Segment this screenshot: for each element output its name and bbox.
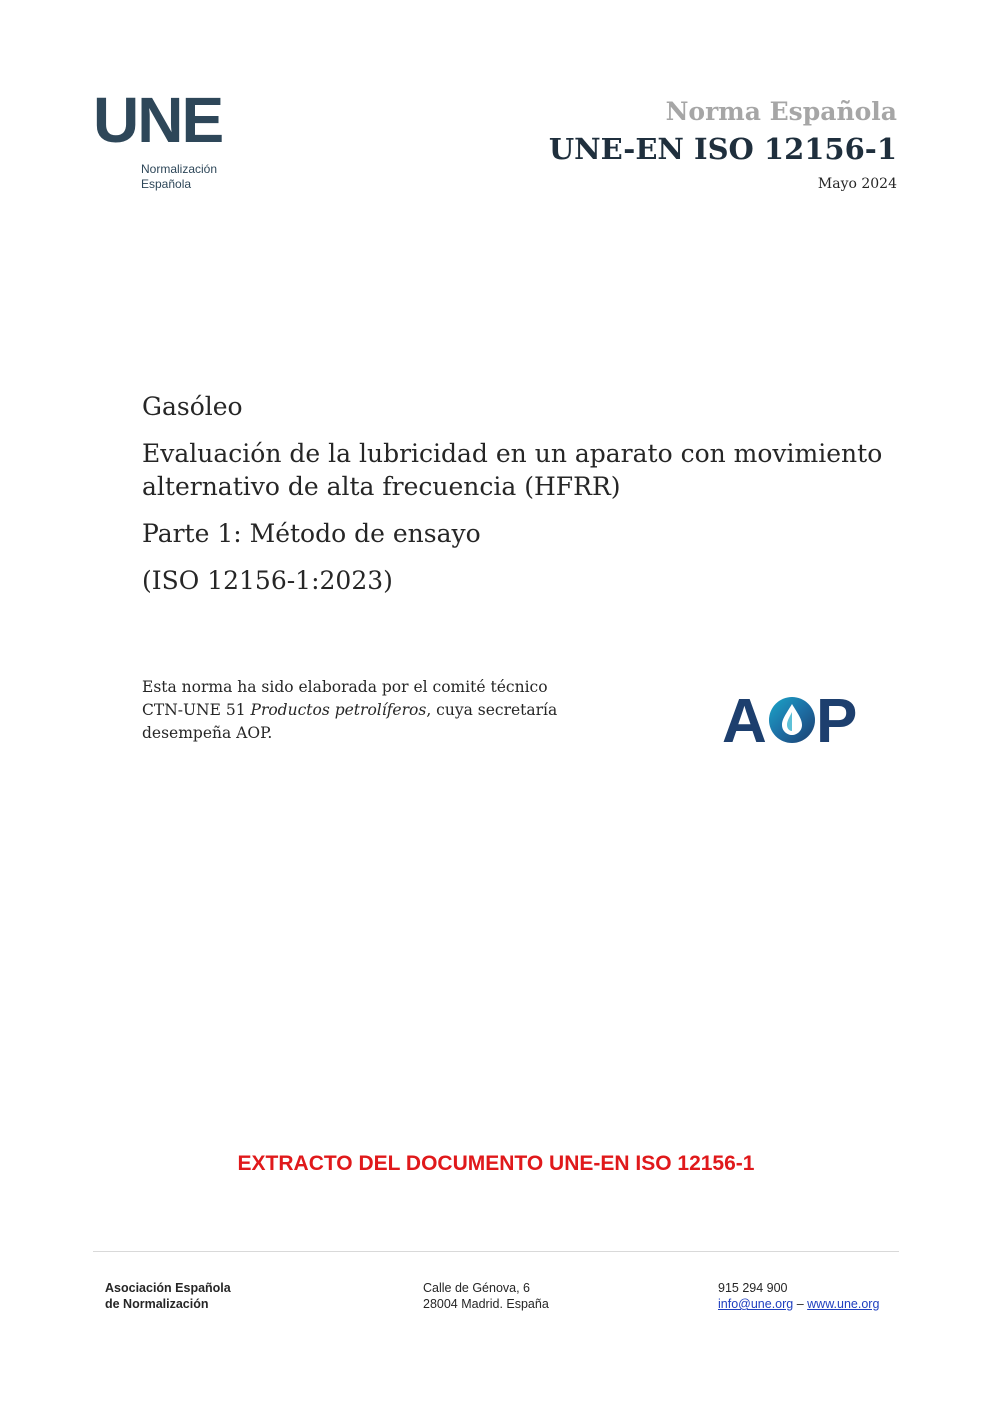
email-link[interactable]: info@une.org (718, 1297, 794, 1311)
footer-contact (718, 1280, 879, 1312)
title-subject: Gasóleo (142, 392, 243, 421)
title-iso-reference: (ISO 12156-1:2023) (142, 566, 393, 595)
standard-code: UNE-EN ISO 12156-1 (548, 132, 897, 166)
title-part: Parte 1: Método de ensayo (142, 519, 481, 548)
une-wordmark: UNE (93, 84, 223, 156)
committee-line1: Esta norma ha sido elaborada por el comité técnico (142, 678, 548, 696)
une-logo-subtitle (141, 162, 217, 192)
footer-organization (105, 1280, 231, 1312)
committee-name: Productos petrolíferos (250, 701, 427, 719)
committee-line3: desempeña AOP. (142, 724, 273, 742)
standard-date: Mayo 2024 (817, 176, 897, 192)
committee-code: CTN-UNE 51 (142, 701, 251, 719)
standard-type-label: Norma Española (665, 97, 897, 126)
committee-line2 (142, 699, 602, 722)
footer-links (718, 1296, 879, 1312)
standard-header (549, 96, 897, 192)
footer-link-separator: – (793, 1297, 808, 1311)
une-logo-subtitle-line1: Normalización (141, 162, 218, 176)
aop-logo (720, 688, 870, 748)
extract-note: EXTRACTO DEL DOCUMENTO UNE-EN ISO 12156-1 (237, 1152, 755, 1175)
title-main: Evaluación de la lubricidad en un aparato con movimiento alternativo de alta frecuencia (HFRR) (142, 439, 883, 501)
aop-letter-p: P (816, 688, 858, 748)
website-link[interactable]: www.une.org (807, 1297, 880, 1311)
footer-org-line1: Asociación Española (105, 1281, 231, 1295)
footer-phone: 915 294 900 (718, 1281, 788, 1295)
footer-address-line2: 28004 Madrid. España (423, 1297, 549, 1311)
footer-address-line1: Calle de Génova, 6 (423, 1281, 531, 1295)
une-logo-subtitle-line2: Española (141, 177, 192, 191)
document-titles (142, 390, 922, 597)
une-logo (93, 84, 253, 200)
committee-line2-suffix: , cuya secretaría (426, 701, 558, 719)
aop-letter-a: A (722, 688, 767, 748)
footer-divider (93, 1251, 899, 1252)
footer-org-line2: de Normalización (105, 1297, 209, 1311)
footer-address (423, 1280, 549, 1312)
committee-statement (142, 676, 602, 745)
